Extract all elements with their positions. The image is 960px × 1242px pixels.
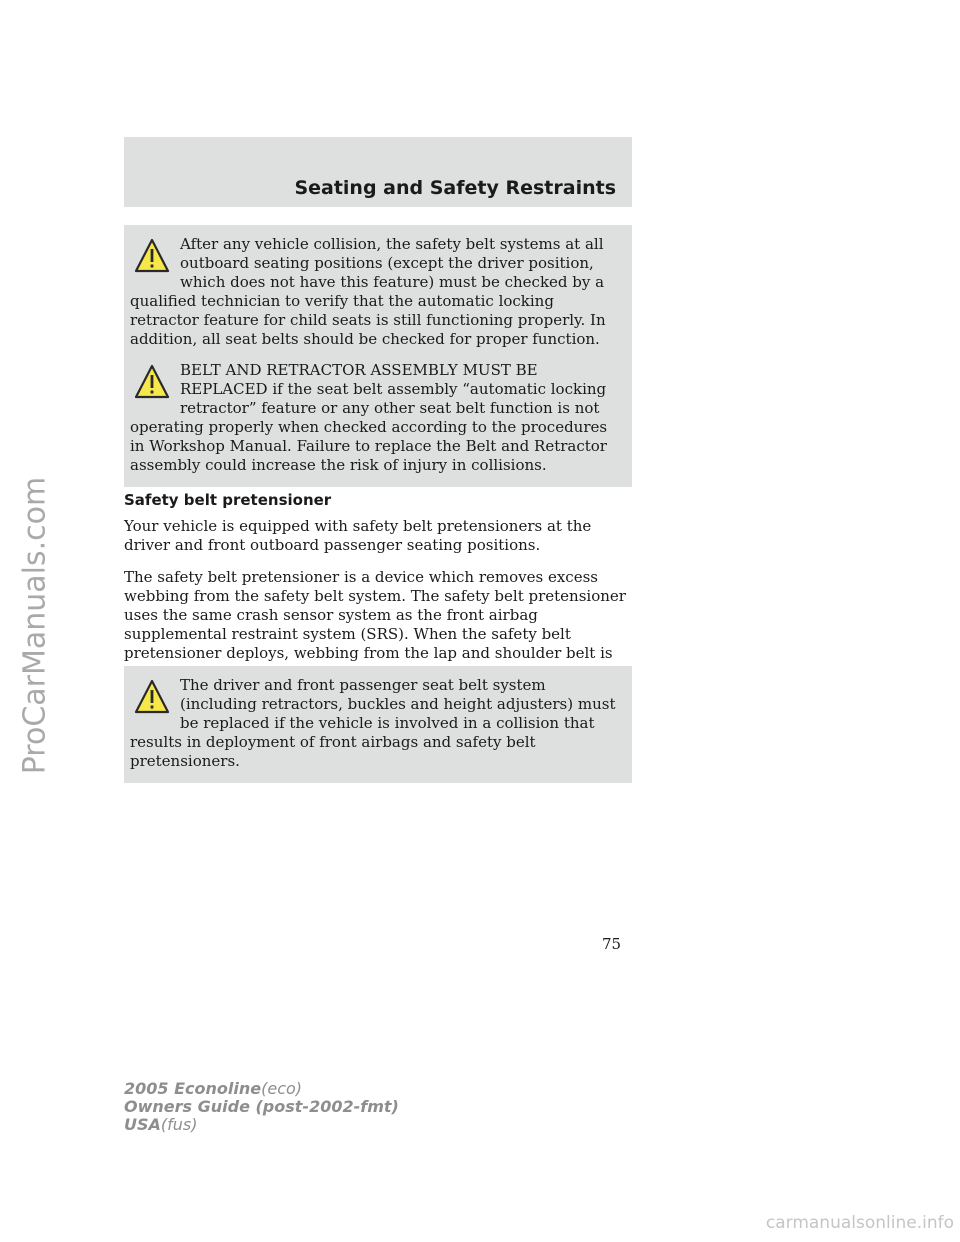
warning-text: BELT AND RETRACTOR ASSEMBLY MUST BE REPLACED if the seat belt assembly “automatic locking retractor” feature or any other seat belt function is not operating properly when checked according to the procedures in Workshop Manual. Failure to replace the Belt and Retractor assembly could increase the risk of injury in collisions. [130,361,608,474]
warning-triangle-icon [130,235,174,277]
warning-box [124,666,632,783]
body-paragraph: Your vehicle is equipped with safety belt pretensioners at the driver and front outboard passenger seating positions. [124,517,592,554]
section-heading: Safety belt pretensioner [124,491,332,509]
section-header [124,137,632,207]
section-title: Seating and Safety Restraints [294,177,616,199]
site-watermark: carmanualsonline.info [765,1213,954,1233]
warning-triangle-icon [130,676,174,718]
warning-text: After any vehicle collision, the safety belt systems at all outboard seating positions (except the driver position, which does not have this feature) must be checked by a qualified technician to verify that the automatic locking retractor feature for child seats is still functioning properly. In addition, all seat belts should be checked for proper function. [130,235,606,348]
side-watermark [2,395,68,855]
side-watermark-text: ProCarManuals.com [17,476,53,774]
footer-guide: Owners Guide (post-2002-fmt) [124,1097,399,1116]
page-number: 75 [602,935,622,953]
document-footer [124,1080,399,1134]
footer-market-code: (fus) [160,1115,198,1134]
footer-market: USA [124,1115,161,1134]
warning-box [124,225,632,361]
footer-model-code: (eco) [261,1079,303,1098]
footer-model: 2005 Econoline [124,1079,262,1098]
warning-box [124,351,632,487]
warning-triangle-icon [130,361,174,403]
warning-text: The driver and front passenger seat belt system (including retractors, buckles and height adjusters) must be replaced if the vehicle is involved in a collision that results in deployment of front airbags and safety belt pretensioners. [130,676,616,770]
body-text: The safety belt pretensioner is a device which removes excess webbing from the safety belt system. The safety belt pretensioner uses the same crash sensor system as the front airbag supplemental restraint system (SRS). When the safety belt pretensioner deploys, webbing from the lap and shoulder belt is [124,568,626,662]
